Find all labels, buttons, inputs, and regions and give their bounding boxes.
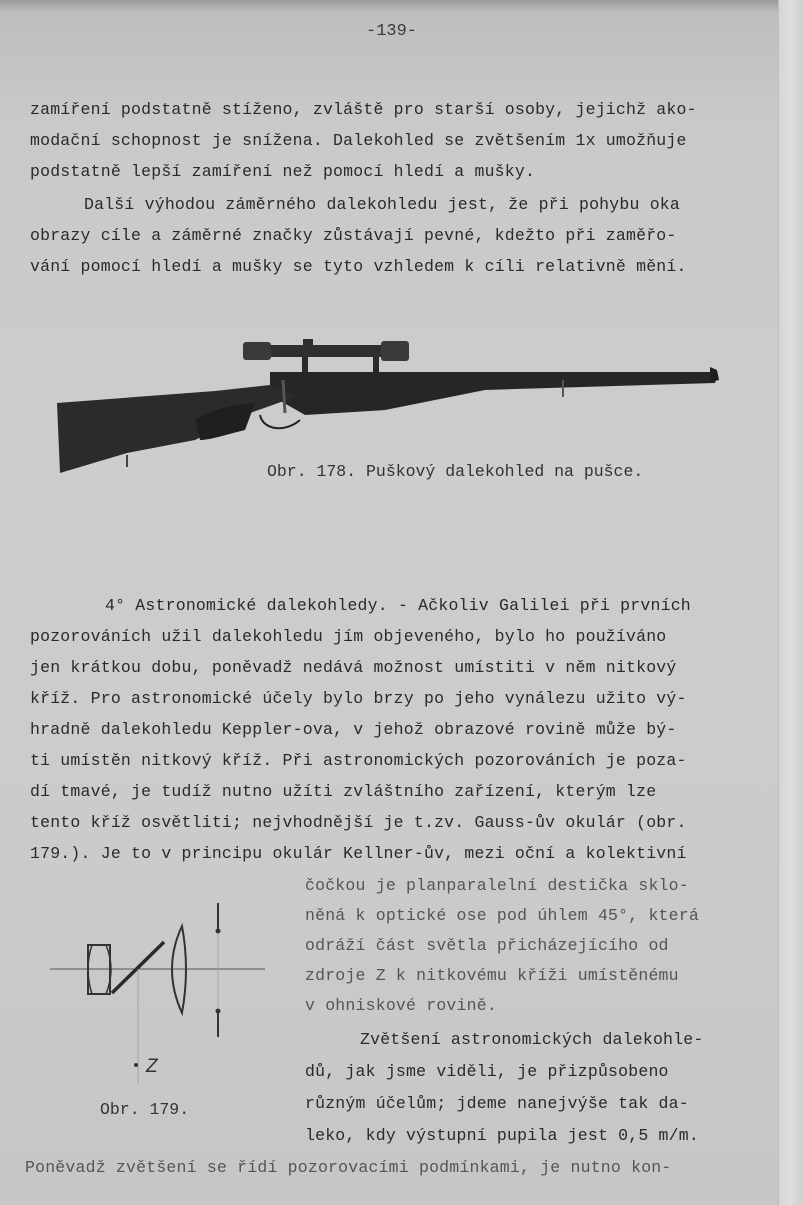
text-line: odráží část světla přicházejícího od [305,936,669,955]
text-line: obrazy cíle a záměrné značky zůstávají pevné, kdežto při zaměřo- [30,226,677,245]
figure-178-caption: Obr. 178. Puškový dalekohled na pušce. [267,462,644,481]
text-line: vání pomocí hledí a mušky se tyto vzhledem k cíli relativně mění. [30,257,687,276]
text-line: 4° Astronomické dalekohledy. - Ačkoliv Galilei při prvních [105,596,691,615]
text-line: pozorováních užil dalekohledu jím objeveného, bylo ho používáno [30,627,667,646]
page-edge [778,0,803,1205]
text-line: podstatně lepší zamíření než pomocí hledí a mušky. [30,162,536,181]
text-line: Další výhodou záměrného dalekohledu jest, že při pohybu oka [84,195,680,214]
text-line: jen krátkou dobu, poněvadž nedává možnost umístiti v něm nitkový [30,658,677,677]
rifle-body-icon [57,367,719,473]
text-line: něná k optické ose pod úhlem 45°, která [305,906,699,925]
text-line: v ohniskové rovině. [305,996,497,1015]
text-line: modační schopnost je snížena. Dalekohled se zvětšením 1x umožňuje [30,131,687,150]
text-line: ti umístěn nitkový kříž. Při astronomických pozorováních je poza- [30,751,687,770]
text-line: hradně dalekohledu Keppler-ova, v jehož obrazové rovině může bý- [30,720,677,739]
source-label: Z [146,1056,158,1077]
figure-179-caption: Obr. 179. [100,1100,190,1119]
light-source-icon [134,1063,138,1067]
text-line: Poněvadž zvětšení se řídí pozorovacími podmínkami, je nutno kon- [25,1158,672,1177]
text-line: různým účelům; jdeme nanejvýše tak da- [305,1094,689,1113]
text-line: Zvětšení astronomických dalekohle- [360,1030,704,1049]
text-line: kříž. Pro astronomické účely bylo brzy po jeho vynálezu užito vý- [30,689,687,708]
text-line: tento kříž osvětliti; nejvhodnější je t.zv. Gauss-ův okulár (obr. [30,813,687,832]
text-line: 179.). Je to v principu okulár Kellner-ův, mezi oční a kolektivní [30,844,687,863]
rifle-scope-icon [243,339,409,373]
gauss-eyepiece-diagram [40,895,280,1095]
text-line: čočkou je planparalelní destička sklo- [305,876,689,895]
crosshair-marker-icon [216,903,221,1037]
text-line: dů, jak jsme viděli, je přizpůsobeno [305,1062,669,1081]
text-line: dí tmavé, je tudíž nutno užíti zvláštního zařízení, kterým lze [30,782,657,801]
page-number: -139- [366,22,418,41]
text-line: zdroje Z k nitkovému kříži umístěnému [305,966,679,985]
scan-top-shadow [0,0,779,12]
text-line: leko, kdy výstupní pupila jest 0,5 m/m. [305,1126,699,1145]
text-line: zamíření podstatně stíženo, zvláště pro starší osoby, jejichž ako- [30,100,697,119]
